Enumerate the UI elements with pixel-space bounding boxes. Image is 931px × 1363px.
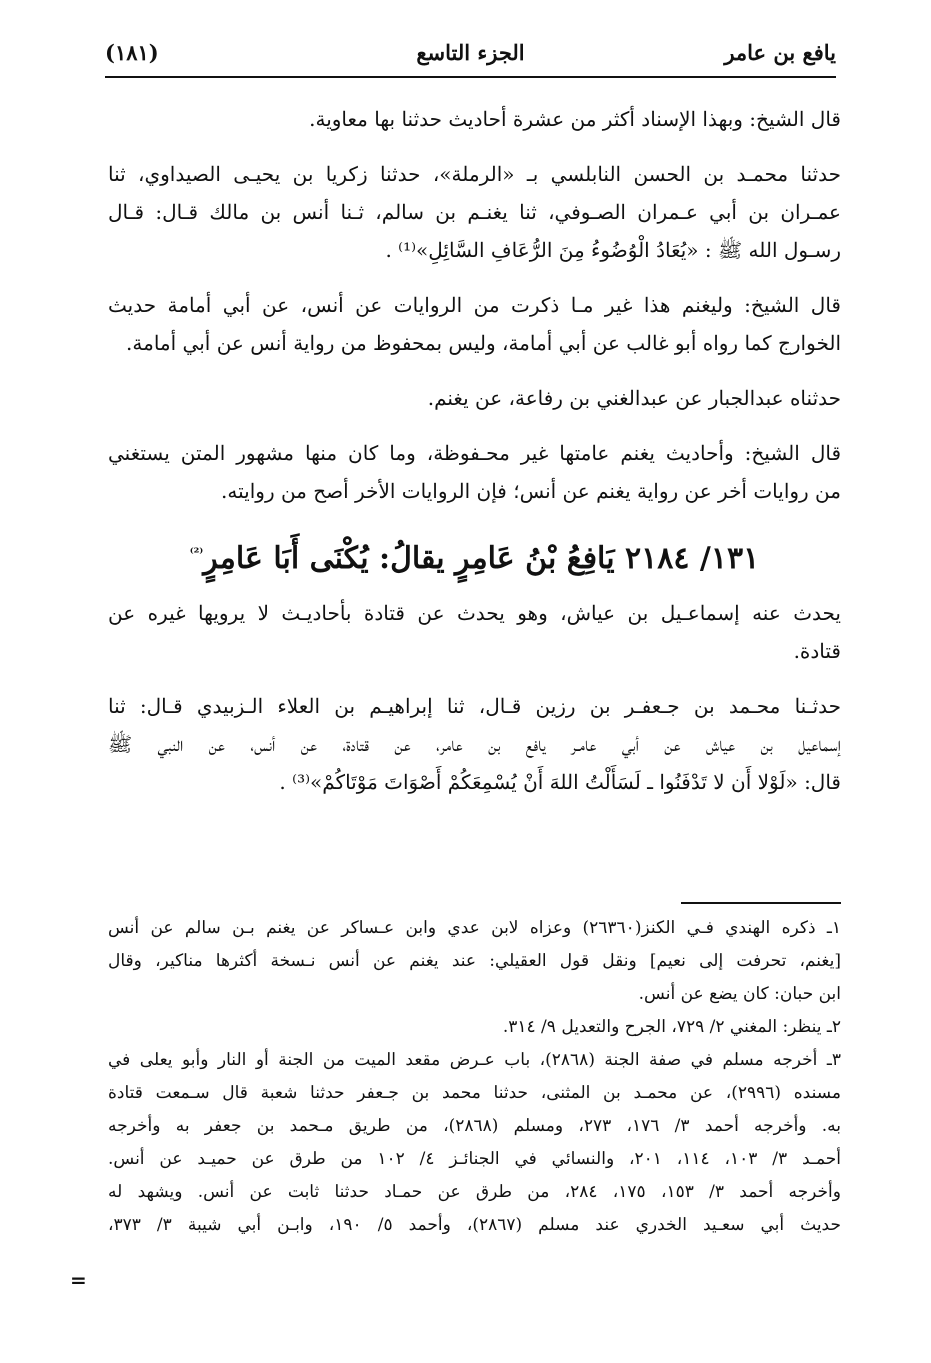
footnote-line: حديث أبي سعـيد الخدري عند مسلم (٢٨٦٧)، وأحمد ٥/ ١٩٠، وابـن أبي شيبة ٣/ ٣٧٣، [108,1215,841,1235]
paragraph [108,379,841,417]
footnote [108,1011,841,1044]
footnote-ref: ⁽²⁾ [189,546,204,561]
footnote-line: ٣ـ أخرجه مسلم في صفة الجنة (٢٨٦٨)، باب عـرض مقعد الميت من الجنة أو النار وأبو يعلى في [108,1050,841,1070]
paragraph [108,155,841,269]
text-line: قال الشيخ: وأحاديث يغنم عامتها غير محـفوظة، وما كان منها مشهور المتن يستغني [108,441,841,465]
text-line: حدثـنا محـمد بن جـعفـر بن رزين قـال، ثنا إبراهيـم بن العلاء الـزبيدي قـال: ثنا [108,694,841,718]
text-line: إسماعيل بن عياش عن أبي عامـر يافع بن عامر، عن قتادة، عن أنس، عن النبي ﷺ [108,732,841,756]
body-text [108,100,841,818]
text-line: يحدث عنه إسماعـيل بن عياش، وهو يحدث عن قتادة بأحاديـث لا يرويها غيره عن [108,601,841,625]
footnote-line: به. وأخرجه أحمد ٣/ ١٧٦، ٢٧٣، ومسلم (٢٨٦٨)، من طريق مـحمد بن جعفر به وأخرجه [108,1116,841,1136]
paragraph [108,594,841,670]
footnote-line: [يغنم، تحرفت إلى نعيم] ونقل قول العقيلي: عند يغنم عن أنس نـسخة أكثرها مناكير، وقال [108,951,841,971]
footnote [108,912,841,1011]
footnote-line: مسنده (٢٩٩٦)، عن محمـد بن المثنى، حدثنا محمد بن جـعفر حدثنا شعبة قال سـمعت قتادة [108,1083,841,1103]
text-line: من روايات أخر عن رواية يغنم عن أنس؛ فإن الروايات الأخر أصح من روايته. [221,479,841,503]
page-number: (١٨١) [105,40,159,65]
continuation-mark: = [70,1268,87,1292]
text-line: حدثنا محمـد بن الحسن النابلسي بـ «الرملة»، حدثنا زكريا بن يحيـى الصيداوي، ثنا [108,162,841,186]
text-line: قال: «لَوْلا أَن لا تَدْفَنُوا ـ لَسَأَلْتُ اللهَ أَنْ يُسْمِعَكُمْ أَصْوَاتَ مَوْتَاكُمْ»⁽³⁾ . [279,770,841,794]
footnote-line: ٢ـ ينظر: المغني ٢/ ٧٢٩، الجرح والتعديل ٩/ ٣١٤. [502,1017,841,1037]
paragraph [108,100,841,138]
running-title: يافع بن عامر [724,40,836,65]
text-line: حدثناه عبدالجبار عن عبدالغني بن رفاعة، عن يغنم. [427,386,841,410]
footnotes [108,912,841,1242]
footnote-line: ابن حبان: كان يضع عن أنس. [638,984,841,1004]
text-line: قتادة. [793,639,841,663]
page-header [105,36,836,80]
entry-heading [108,527,841,586]
paragraph [108,434,841,510]
entry-heading-text: ١٣١/ ٢١٨٤ يَافِعُ بْنُ عَامِرٍ يقالُ: يُكْنَى أَبَا عَامِرٍ [203,541,760,576]
header-rule [105,76,836,78]
paragraph [108,687,841,801]
text-line: عمـران بن أبي عـمران الصـوفي، ثنا يغنـم بن سالم، ثـنا أنس بن مالك قـال: قـال [108,200,841,224]
text-line: قال الشيخ: وليغنم هذا غير مـا ذكرت من الروايات عن أنس، عن أبي أمامة حديث [108,293,841,317]
text-line: قال الشيخ: وبهذا الإسناد أكثر من عشرة أحاديث حدثنا بها معاوية. [309,107,841,131]
footnote-line: ١ـ ذكره الهندي فـي الكنز(٢٦٣٦٠) وعزاه لابن عدي وابن عـساكر عن يغنم بـن سالم عن أنس [108,918,841,938]
volume-title: الجزء التاسع [416,40,525,65]
text-line: الخوارج كما رواه أبو غالب عن أبي أمامة، وليس بمحفوظ من رواية أنس عن أبي أمامة. [126,331,841,355]
footnote [108,1044,841,1242]
footnote-line: وأخرجه أحمد ٣/ ١٥٣، ١٧٥، ٢٨٤، من طرق عن حمـاد حدثنا ثابت عن أنس. ويشهد له [108,1182,841,1202]
footnote-separator [681,902,841,904]
text-line: رسـول الله ﷺ : «يُعَادُ الْوُضُوءُ مِنَ الرُّعَافِ السَّائِلِ»⁽¹⁾ . [385,238,841,262]
footnote-line: أحمـد ٣/ ١٠٣، ١١٤، ٢٠١، والنسائي في الجنائـز ٤/ ١٠٢ من طرق عن حميـد عن أنس. [108,1149,841,1169]
paragraph [108,286,841,362]
